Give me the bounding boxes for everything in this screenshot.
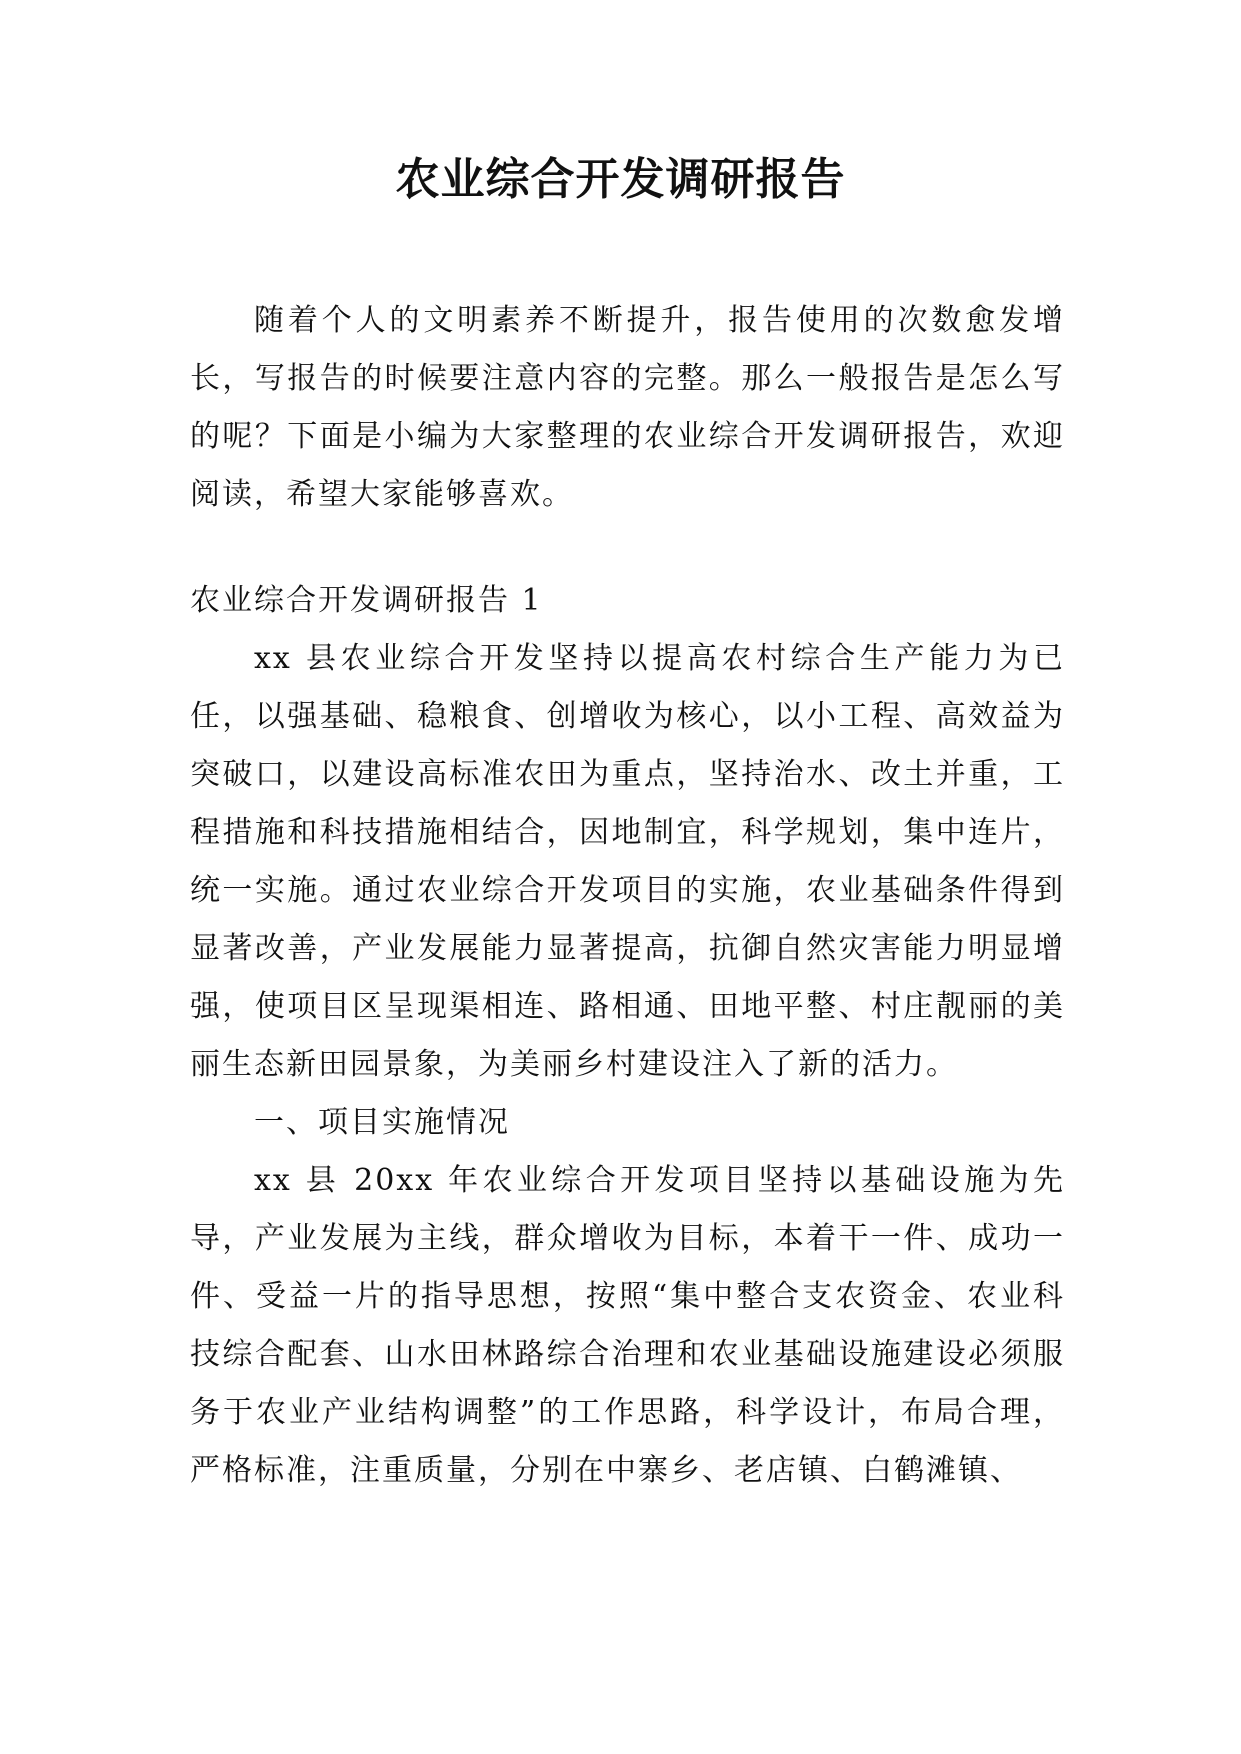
document-title: 农业综合开发调研报告 (395, 154, 846, 205)
section-title: 农业综合开发调研报告 1 (190, 583, 543, 618)
intro-paragraph: 随着个人的文明素养不断提升，报告使用的次数愈发增长，写报告的时候要注意内容的完整。那么一般报告是怎么写的呢？下面是小编为大家整理的农业综合开发调研报告，欢迎阅读，希望大家能够喜欢。 (190, 303, 1065, 512)
body-paragraph-2: xx 县 20xx 年农业综合开发项目坚持以基础设施为先导，产业发展为主线，群众增收为目标，本着干一件、成功一件、受益一片的指导思想，按照“集中整合支农资金、农业科技综合配套、山水田林路综合治理和农业基础设施建设必须服务于农业产业结构调整”的工作思路，科学设计，布局合理，严格标准，注重质量，分别在中寨乡、老店镇、白鹤滩镇、 (190, 1163, 1065, 1488)
subheading-project-implementation: 一、项目实施情况 (254, 1105, 510, 1140)
document-body (190, 292, 1065, 1500)
body-paragraph-1: xx 县农业综合开发坚持以提高农村综合生产能力为已任，以强基础、稳粮食、创增收为核心，以小工程、高效益为突破口，以建设高标准农田为重点，坚持治水、改土并重，工程措施和科技措施相结合，因地制宜，科学规划，集中连片，统一实施。通过农业综合开发项目的实施，农业基础条件得到显著改善，产业发展能力显著提高，抗御自然灾害能力明显增强，使项目区呈现渠相连、路相通、田地平整、村庄靓丽的美丽生态新田园景象，为美丽乡村建设注入了新的活力。 (190, 641, 1065, 1082)
